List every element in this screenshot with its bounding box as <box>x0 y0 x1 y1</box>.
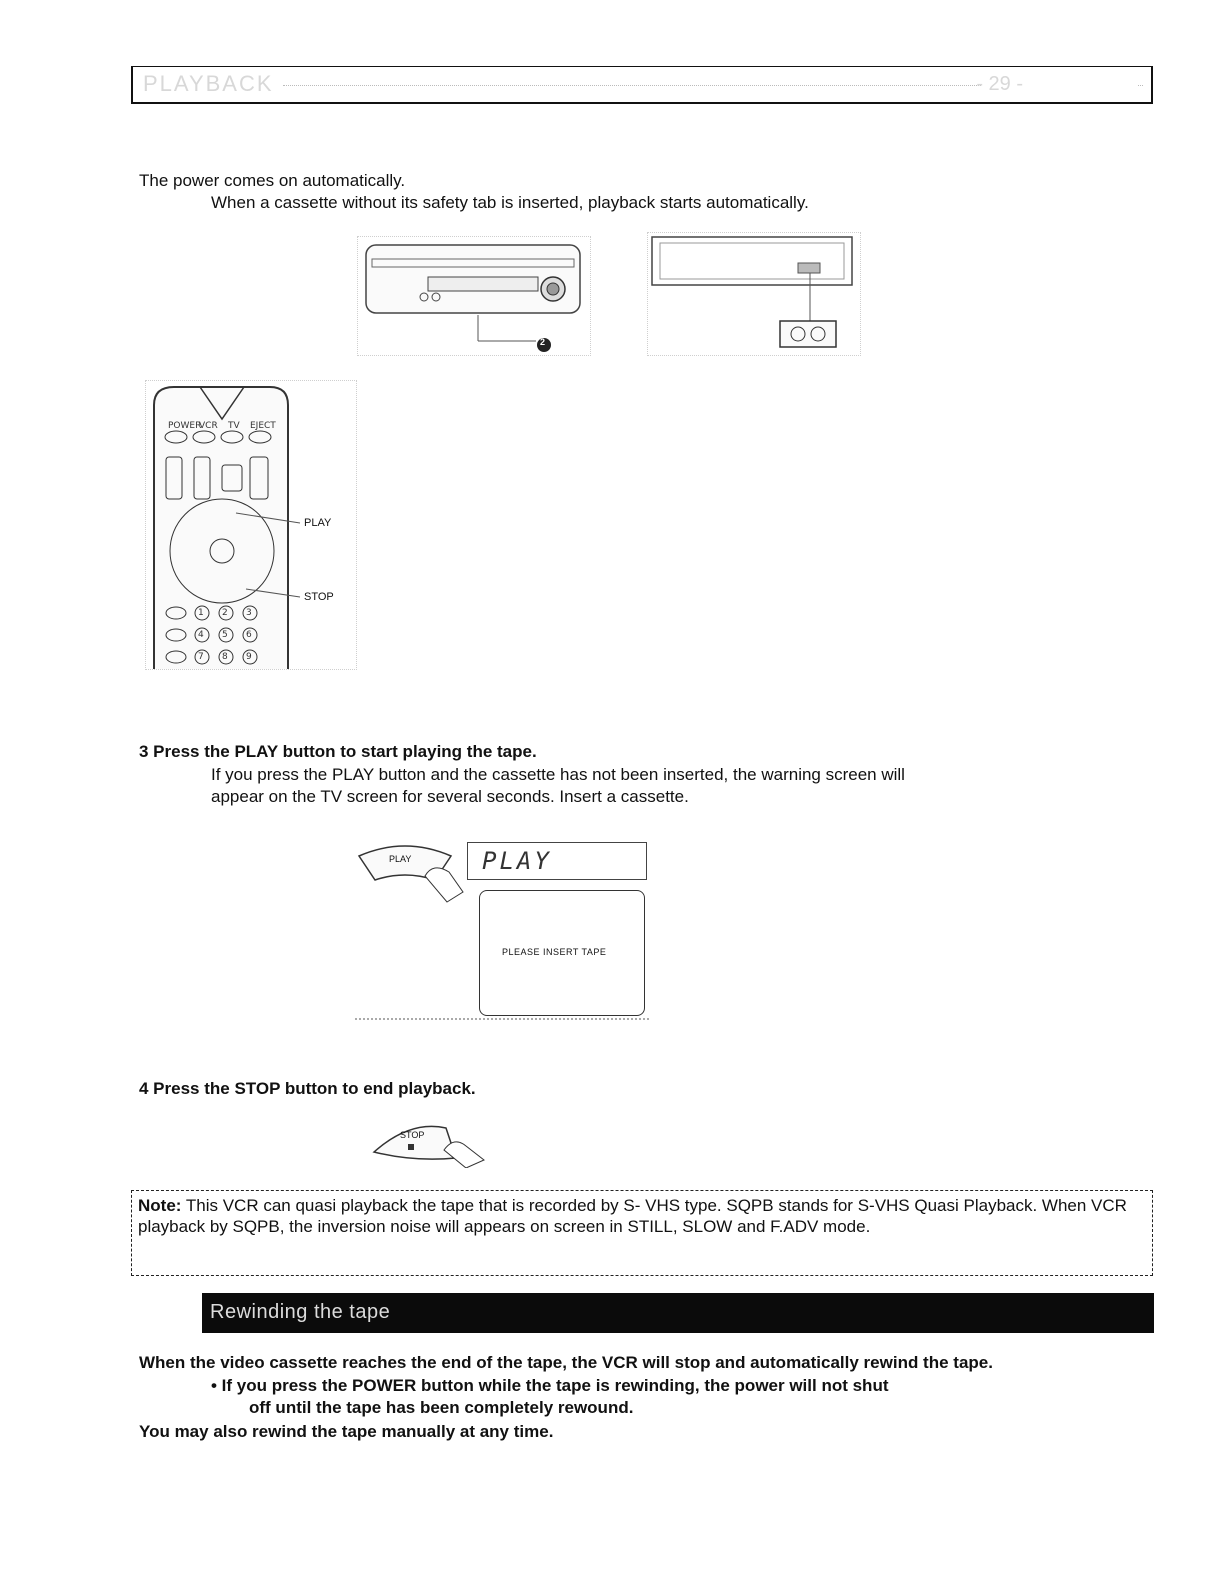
remote-key-9: 9 <box>246 652 252 662</box>
banner-title: Rewinding the tape <box>210 1301 391 1323</box>
step3-line-1: If you press the PLAY button and the cassette has not been inserted, the warning screen will <box>211 765 905 784</box>
rewind-bullet-line-1: • If you press the POWER button while the tape is rewinding, the power will not shut <box>211 1376 889 1395</box>
rewind-paragraph-2: You may also rewind the tape manually at any time. <box>139 1422 554 1441</box>
remote-illustration <box>145 380 357 670</box>
section-banner <box>202 1293 1154 1333</box>
display-readout: PLAY <box>482 847 552 875</box>
callout-number: 2 <box>540 337 546 347</box>
play-button-drawing <box>355 836 465 906</box>
remote-stop-label: STOP <box>304 591 334 603</box>
warning-message: PLEASE INSERT TAPE <box>502 947 607 957</box>
remote-key-6: 6 <box>246 630 252 640</box>
header-rule <box>283 85 981 86</box>
page-header <box>131 66 1153 104</box>
section-title: PLAYBACK <box>143 71 274 96</box>
remote-key-4: 4 <box>198 630 204 640</box>
vcr-display-illustration <box>647 232 861 356</box>
header-rule-right <box>1138 85 1143 86</box>
rewind-paragraph-1: When the video cassette reaches the end of the tape, the VCR will stop and automatically rewind the tape. <box>139 1353 993 1372</box>
stop-button-label: STOP <box>400 1130 425 1140</box>
vcr-front-drawing <box>358 237 590 355</box>
vcr-display-drawing <box>648 233 860 355</box>
play-warning-illustration <box>355 826 649 1020</box>
intro-line-1: The power comes on automatically. <box>139 171 406 190</box>
step3-heading: 3 Press the PLAY button to start playing the tape. <box>139 742 537 761</box>
tv-screen <box>479 890 645 1016</box>
remote-key-1: 1 <box>198 608 204 618</box>
remote-key-7: 7 <box>198 652 204 662</box>
remote-power-label: POWER <box>168 421 202 431</box>
intro-line-2: When a cassette without its safety tab is inserted, playback starts automatically. <box>211 193 809 212</box>
remote-key-3: 3 <box>246 608 252 618</box>
rewind-bullet-line-2: off until the tape has been completely rewound. <box>249 1398 634 1417</box>
remote-eject-label: EJECT <box>250 421 276 431</box>
remote-vcr-label: VCR <box>199 421 218 431</box>
page-number: - 29 - <box>976 73 1023 95</box>
stop-button-illustration <box>370 1116 490 1168</box>
play-button-label: PLAY <box>389 854 412 864</box>
note-box <box>131 1190 1153 1276</box>
note-text: This VCR can quasi playback the tape that is recorded by S- VHS type. SQPB stands for S-VHS Quasi Playback. When VCR playback by SQPB, the inversion noise will appears on screen in STILL, SLOW and F.ADV mode. <box>138 1196 1127 1236</box>
step3-line-2: appear on the TV screen for several seconds. Insert a cassette. <box>211 787 689 806</box>
stop-button-drawing <box>370 1116 490 1168</box>
note-label: Note: <box>138 1196 182 1215</box>
remote-tv-label: TV <box>228 421 240 431</box>
vcr-display-panel <box>467 842 647 880</box>
vcr-front-illustration <box>357 236 591 356</box>
remote-key-8: 8 <box>222 652 228 662</box>
step4-heading: 4 Press the STOP button to end playback. <box>139 1079 476 1098</box>
remote-key-2: 2 <box>222 608 228 618</box>
remote-play-label: PLAY <box>304 517 332 529</box>
remote-key-5: 5 <box>222 630 228 640</box>
